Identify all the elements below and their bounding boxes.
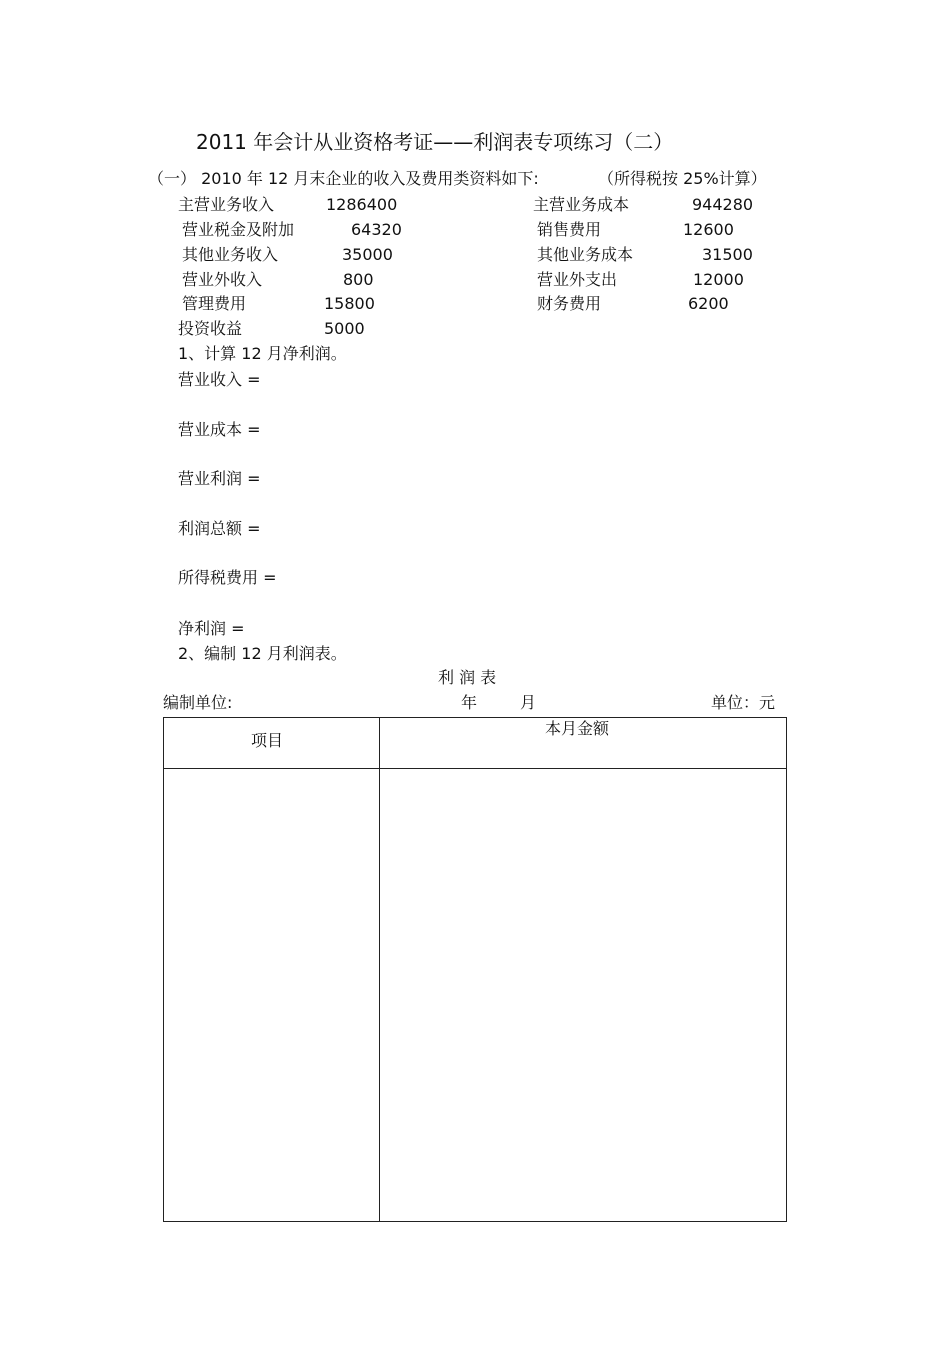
item-value: 6200	[688, 294, 729, 313]
calc-line-revenue: 营业收入 =	[178, 370, 261, 389]
income-statement-table	[163, 717, 787, 1222]
item-label: 营业税金及附加	[182, 220, 295, 239]
item-label: 销售费用	[537, 220, 602, 239]
calc-line-net-profit: 净利润 =	[178, 619, 245, 638]
item-value: 15800	[324, 294, 375, 313]
item-value: 944280	[692, 195, 754, 214]
statement-year: 年	[461, 693, 478, 712]
calc-line-income-tax: 所得税费用 =	[178, 568, 277, 587]
item-label: 营业外支出	[537, 270, 618, 289]
calc-line-cost: 营业成本 =	[178, 420, 261, 439]
item-value: 800	[343, 270, 374, 289]
page-title: 2011 年会计从业资格考证——利润表专项练习（二）	[196, 130, 674, 154]
statement-month: 月	[520, 693, 537, 712]
table-header-divider	[164, 768, 786, 769]
item-value: 1286400	[326, 195, 398, 214]
item-value: 5000	[324, 319, 365, 338]
item-label: 营业外收入	[182, 270, 263, 289]
statement-title: 利 润 表	[438, 668, 497, 687]
statement-prepared-by: 编制单位:	[163, 693, 233, 712]
item-label: 投资收益	[178, 319, 243, 338]
calc-line-operating-profit: 营业利润 =	[178, 469, 261, 488]
section-heading: （一） 2010 年 12 月末企业的收入及费用类资料如下:	[148, 169, 539, 188]
statement-unit: 单位：元	[711, 693, 776, 712]
question-2: 2、编制 12 月利润表。	[178, 644, 347, 663]
item-label: 主营业务成本	[533, 195, 630, 214]
column-header-amount: 本月金额	[545, 719, 610, 738]
item-value: 12000	[693, 270, 744, 289]
table-column-divider	[379, 718, 380, 1221]
item-label: 管理费用	[182, 294, 247, 313]
question-1: 1、计算 12 月净利润。	[178, 344, 347, 363]
calc-line-total-profit: 利润总额 =	[178, 519, 261, 538]
item-value: 64320	[351, 220, 402, 239]
item-label: 其他业务收入	[182, 245, 279, 264]
item-label: 其他业务成本	[537, 245, 634, 264]
item-label: 主营业务收入	[178, 195, 275, 214]
item-label: 财务费用	[537, 294, 602, 313]
item-value: 31500	[702, 245, 753, 264]
tax-note: （所得税按 25%计算）	[598, 169, 767, 188]
item-value: 35000	[342, 245, 393, 264]
item-value: 12600	[683, 220, 734, 239]
column-header-item: 项目	[251, 731, 284, 750]
